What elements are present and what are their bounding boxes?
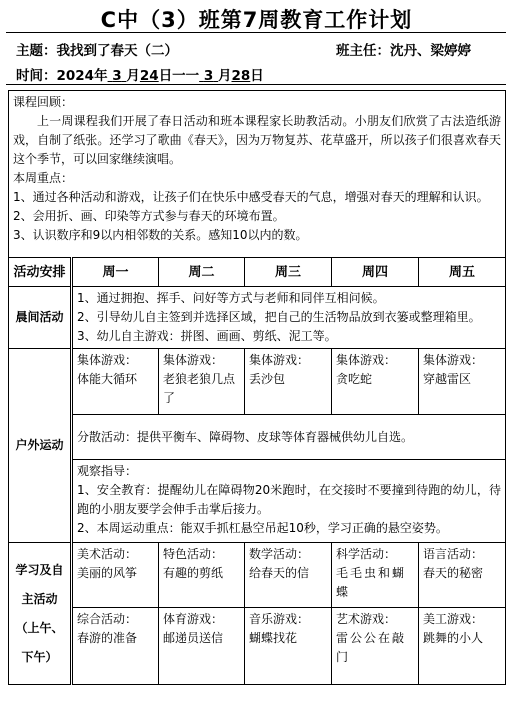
end-day-unit: 日 <box>250 68 264 84</box>
start-month: 3 <box>112 68 122 84</box>
outdoor-games-row <box>9 349 506 415</box>
date-range <box>16 64 264 84</box>
title-divider <box>6 32 506 33</box>
page-title: C中（3）班第7周教育工作计划 <box>100 8 413 32</box>
study-activity-wed-2: 音乐游戏： 蝴蝶找花 <box>245 608 332 685</box>
outdoor-scatter-row <box>9 415 506 460</box>
observe-item: 1、安全教育：提醒幼儿在障碍物20米跑时，在交接时不要撞到待跑的幼儿，待跑的小朋友要学会伸手击掌后接力。 <box>77 483 502 516</box>
outdoor-game-wed: 集体游戏： 丢沙包 <box>245 349 332 415</box>
study-activity-fri-2: 美工游戏： 跳舞的小人 <box>419 608 506 685</box>
day-header-wed: 周三 <box>245 258 332 287</box>
start-day: 24 <box>139 68 159 84</box>
review-cell <box>9 91 506 258</box>
morning-line: 1、通过拥抱、挥手、问好等方式与老师和同伴互相问候。 <box>77 291 385 305</box>
morning-row <box>9 287 506 349</box>
review-text: 上一周课程我们开展了春日活动和班本课程家长助教活动。小朋友们欣赏了古法造纸游戏，自制了纸张。还学习了歌曲《春天》，因为万物复苏、花草盛开，所以孩子们很喜欢春天这个季节，可以回家继续演唱。 <box>13 114 502 166</box>
outdoor-scatter: 分散活动：提供平衡车、障碍物、皮球等体育器械供幼儿自选。 <box>72 415 506 460</box>
study-activity-thu: 科学活动： 毛毛虫和蝴蝶 <box>332 543 419 608</box>
day-header-mon: 周一 <box>72 258 159 287</box>
teacher-label: 班主任：沈丹、梁婷婷 <box>336 43 471 59</box>
study-activity-mon: 美术活动： 美丽的风筝 <box>72 543 159 608</box>
morning-label: 晨间活动 <box>9 287 72 349</box>
time-label: 时间：2024年 <box>16 68 108 84</box>
observe-heading: 观察指导： <box>77 464 138 478</box>
study-label: 学习及自 主活动 （上午、 下午） <box>9 543 72 685</box>
outdoor-label: 户外运动 <box>9 349 72 543</box>
study-activity-thu-2: 艺术游戏： 雷公公在敲门 <box>332 608 419 685</box>
day-header-tue: 周二 <box>159 258 245 287</box>
start-month-unit: 月 <box>126 68 140 84</box>
end-month: 3 <box>203 68 214 84</box>
study-activity-mon-2: 综合活动： 春游的准备 <box>72 608 159 685</box>
morning-line: 2、引导幼儿自主签到并选择区域，把自己的生活物品放到衣篓或整理箱里。 <box>77 310 481 324</box>
outdoor-game-tue: 集体游戏： 老狼老狼几点了 <box>159 349 245 415</box>
morning-line: 3、幼儿自主游戏：拼图、画画、剪纸、泥工等。 <box>77 329 337 343</box>
morning-content <box>72 287 506 349</box>
focus-item: 2、会用折、画、印染等方式参与春天的环境布置。 <box>13 209 285 223</box>
day-header-fri: 周五 <box>419 258 506 287</box>
outdoor-game-fri: 集体游戏： 穿越雷区 <box>419 349 506 415</box>
review-heading: 课程回顾： <box>13 95 74 109</box>
study-row-1 <box>9 543 506 608</box>
outdoor-game-thu: 集体游戏： 贪吃蛇 <box>332 349 419 415</box>
study-activity-fri: 语言活动： 春天的秘密 <box>419 543 506 608</box>
end-day: 28 <box>231 68 251 84</box>
study-activity-wed: 数学活动： 给春天的信 <box>245 543 332 608</box>
review-row <box>9 91 506 258</box>
day-header-thu: 周四 <box>332 258 419 287</box>
meta-divider <box>6 84 506 85</box>
focus-item: 3、认识数序和9以内相邻数的关系。感知10以内的数。 <box>13 228 308 242</box>
end-month-unit: 月 <box>218 68 232 84</box>
study-row-2 <box>9 608 506 685</box>
header-corner: 活动安排 <box>9 258 72 287</box>
outdoor-observe-row <box>9 460 506 543</box>
study-activity-tue-2: 体育游戏： 邮递员送信 <box>159 608 245 685</box>
theme-label: 主题：我找到了春天（二） <box>16 43 178 59</box>
study-activity-tue: 特色活动： 有趣的剪纸 <box>159 543 245 608</box>
observe-item: 2、本周运动重点：能双手抓杠悬空吊起10秒，学习正确的悬空姿势。 <box>77 521 448 535</box>
plan-table <box>8 90 506 685</box>
start-day-unit: 日一一 <box>158 68 200 84</box>
outdoor-game-mon: 集体游戏： 体能大循环 <box>72 349 159 415</box>
focus-heading: 本周重点： <box>13 171 74 185</box>
focus-item: 1、通过各种活动和游戏，让孩子们在快乐中感受春天的气息，增强对春天的理解和认识。 <box>13 190 489 204</box>
outdoor-observe <box>72 460 506 543</box>
header-row <box>9 258 506 287</box>
